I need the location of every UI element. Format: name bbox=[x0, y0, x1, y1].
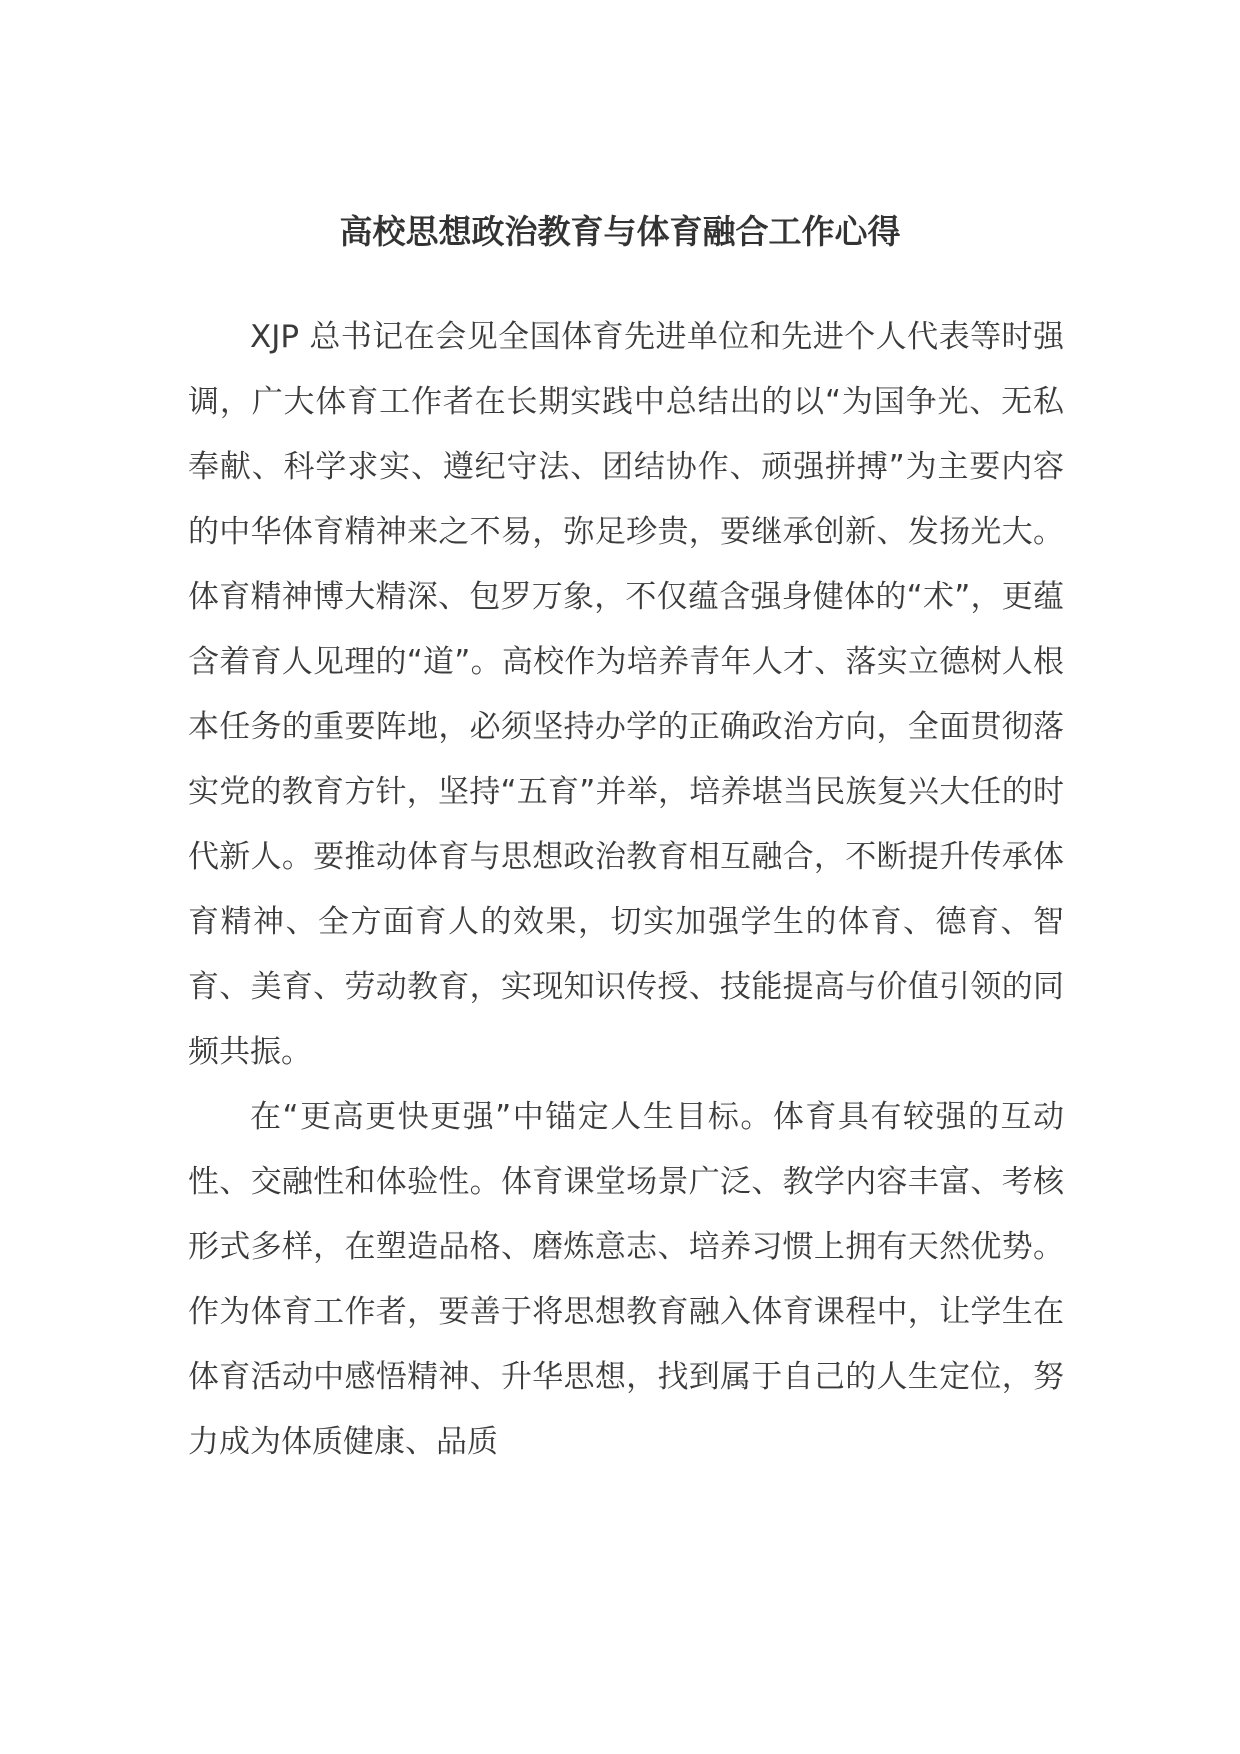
paragraph-2: 在“更高更快更强”中锚定人生目标。体育具有较强的互动性、交融性和体验性。体育课堂场景广泛、教学内容丰富、考核形式多样，在塑造品格、磨炼意志、培养习惯上拥有天然优势。作为体育工作者，要善于将思想教育融入体育课程中，让学生在体育活动中感悟精神、升华思想，找到属于自己的人生定位，努力成为体质健康、品质 bbox=[188, 1099, 1064, 1460]
document-body bbox=[188, 305, 1064, 1475]
document-title: 高校思想政治教育与体育融合工作心得 bbox=[339, 212, 901, 251]
paragraph-1: XJP 总书记在会见全国体育先进单位和先进个人代表等时强调，广大体育工作者在长期实践中总结出的以“为国争光、无私奉献、科学求实、遵纪守法、团结协作、顽强拼搏”为主要内容的中华体育精神来之不易，弥足珍贵，要继承创新、发扬光大。体育精神博大精深、包罗万象，不仅蕴含强身健体的“术”，更蕴含着育人见理的“道”。高校作为培养青年人才、落实立德树人根本任务的重要阵地，必须坚持办学的正确政治方向，全面贯彻落实党的教育方针，坚持“五育”并举，培养堪当民族复兴大任的时代新人。要推动体育与思想政治教育相互融合，不断提升传承体育精神、全方面育人的效果，切实加强学生的体育、德育、智育、美育、劳动教育，实现知识传授、技能提高与价值引领的同频共振。 bbox=[188, 319, 1064, 1070]
